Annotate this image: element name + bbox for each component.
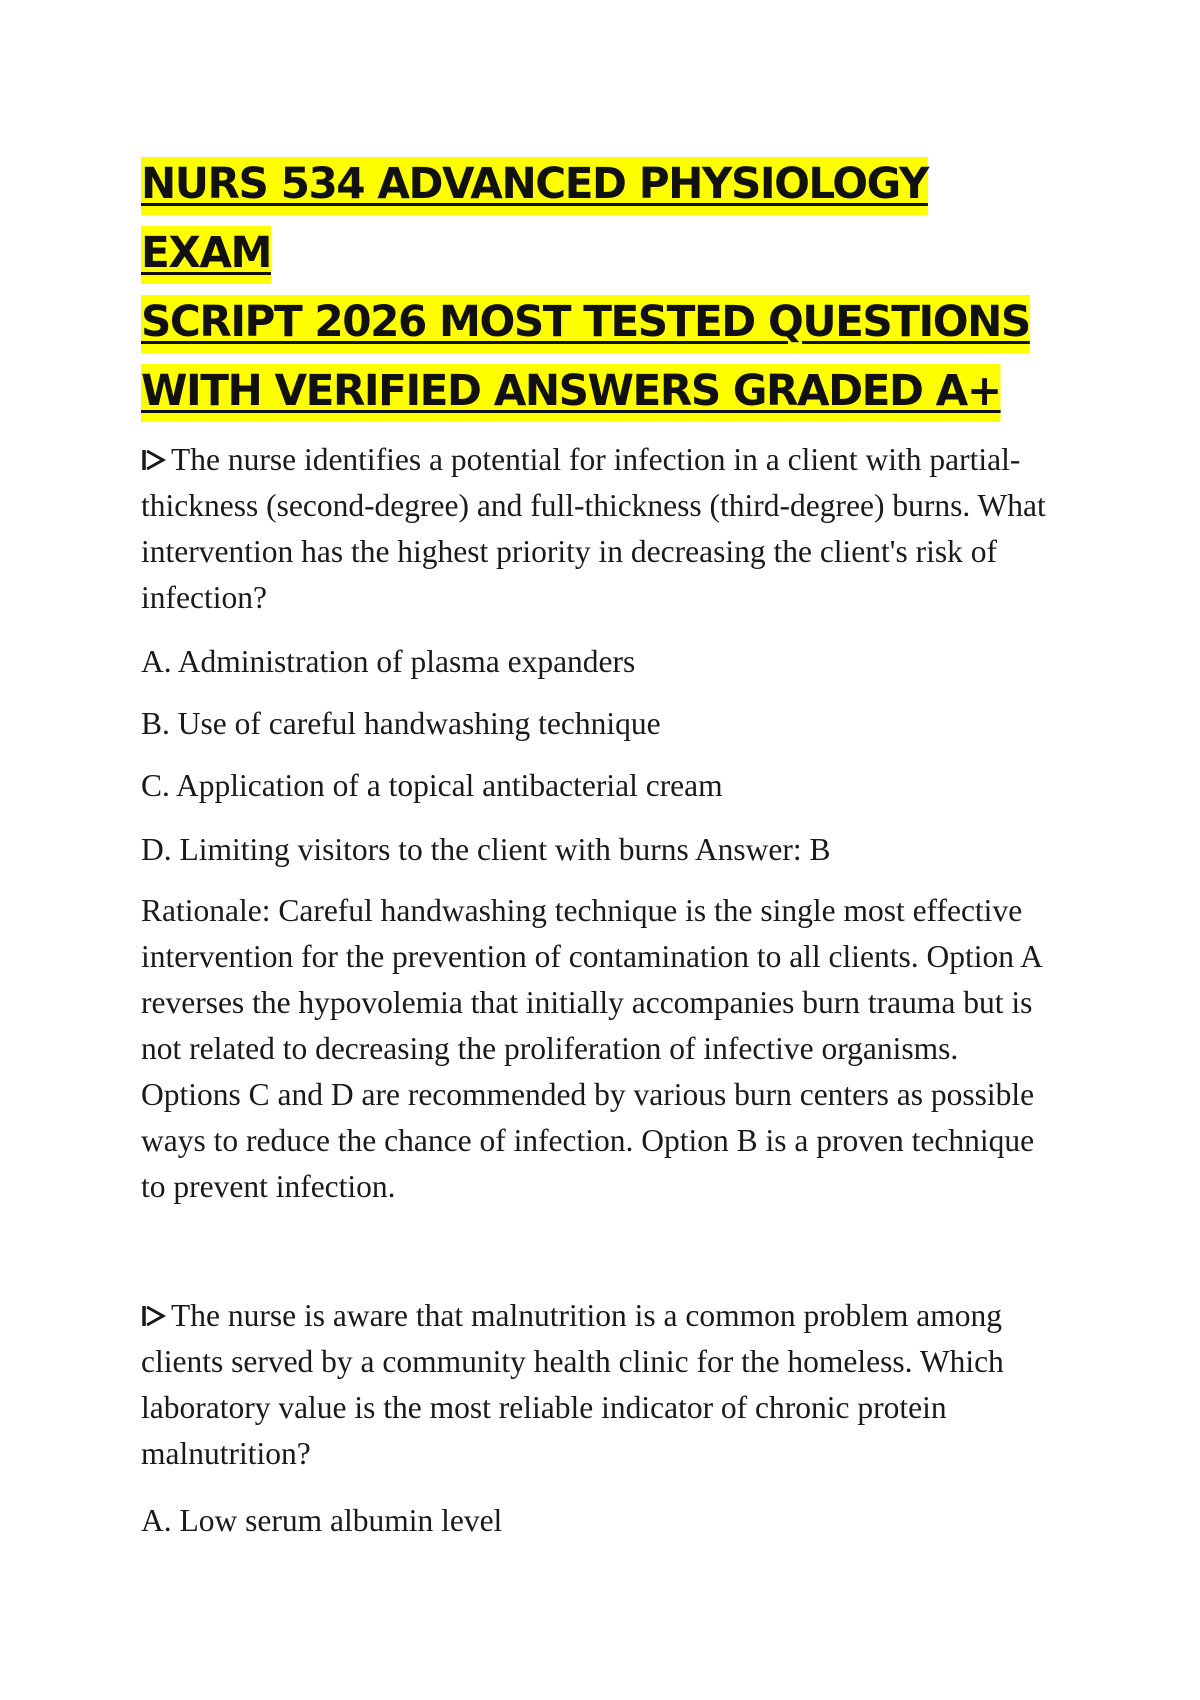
title-line: WITH VERIFIED ANSWERS GRADED A+ <box>141 364 1001 422</box>
rationale-line: reverses the hypovolemia that initially accompanies burn trauma but is <box>141 985 1033 1020</box>
question-1-option-c: C. Application of a topical antibacterial cream <box>141 768 723 803</box>
rationale-line: intervention for the prevention of contamination to all clients. Option A <box>141 939 1043 974</box>
question-1-line: intervention has the highest priority in decreasing the client's risk of <box>141 534 997 569</box>
play-outline-icon-svg <box>141 448 167 472</box>
rationale-line: to prevent infection. <box>141 1169 396 1204</box>
question-1-stem <box>141 437 1061 621</box>
rationale-line: Rationale: Careful handwashing technique is the single most effective <box>141 893 1023 928</box>
question-1-option-b: B. Use of careful handwashing technique <box>141 706 661 741</box>
question-1-rationale <box>141 888 1061 1210</box>
title-line: NURS 534 ADVANCED PHYSIOLOGY EXAM <box>141 157 928 284</box>
rationale-line: ways to reduce the chance of infection. Option B is a proven technique <box>141 1123 1035 1158</box>
question-2-stem <box>141 1293 1061 1477</box>
play-outline-icon <box>141 439 171 463</box>
rationale-line: Options C and D are recommended by various burn centers as possible <box>141 1077 1035 1112</box>
question-2-option-a: A. Low serum albumin level <box>141 1503 503 1538</box>
play-outline-icon <box>141 1295 171 1319</box>
question-1-option-d: D. Limiting visitors to the client with burns Answer: B <box>141 832 831 867</box>
title-line: SCRIPT 2026 MOST TESTED QUESTIONS <box>141 295 1030 353</box>
question-1-line: thickness (second-degree) and full-thickness (third-degree) burns. What <box>141 488 1046 523</box>
question-1-line: infection? <box>141 580 267 615</box>
question-2-line: clients served by a community health clinic for the homeless. Which <box>141 1344 1004 1379</box>
document-title <box>141 150 1043 426</box>
question-2-line: laboratory value is the most reliable indicator of chronic protein <box>141 1390 947 1425</box>
play-outline-icon-svg <box>141 1304 167 1328</box>
question-2-line: The nurse is aware that malnutrition is a common problem among <box>171 1298 1003 1333</box>
question-1-option-a: A. Administration of plasma expanders <box>141 644 636 679</box>
rationale-line: not related to decreasing the proliferation of infective organisms. <box>141 1031 959 1066</box>
question-2-line: malnutrition? <box>141 1436 311 1471</box>
question-1-line: The nurse identifies a potential for infection in a client with partial- <box>171 442 1021 477</box>
